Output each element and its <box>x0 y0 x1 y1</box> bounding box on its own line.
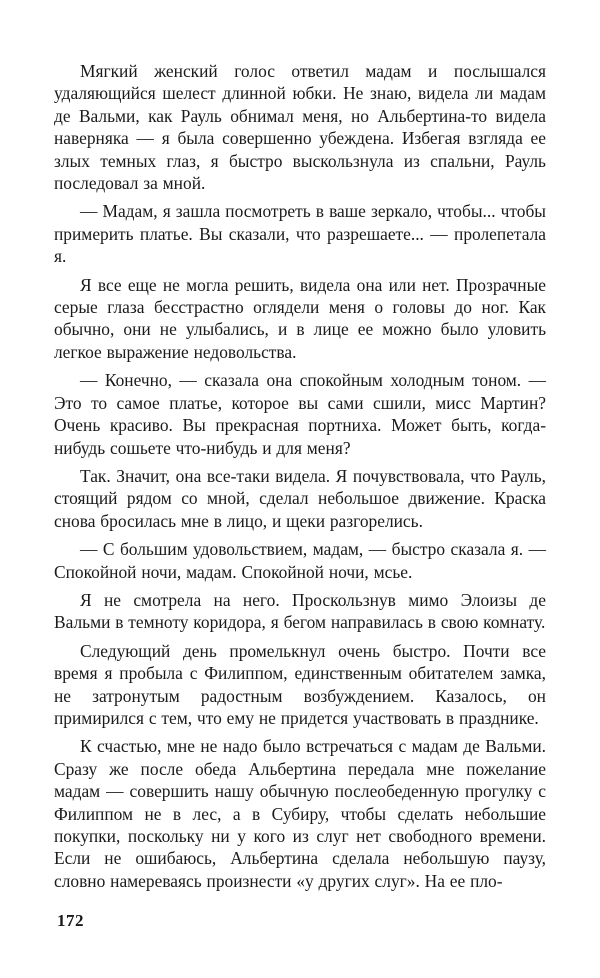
paragraph-7: Я не смотрела на него. Проскользнув мимо Элоизы де Вальми в темноту коридора, я бегом направилась в свою комнату. <box>54 589 546 633</box>
paragraph-4: — Конечно, — сказала она спокойным холодным тоном. — Это то самое платье, которое вы сами сшили, мисс Мартин? Очень красиво. Вы прекрасная портниха. Может быть, когда-нибудь сошьете что-нибудь и для меня? <box>54 370 546 458</box>
page-text-body <box>54 60 546 898</box>
paragraph-2: — Мадам, я зашла посмотреть в ваше зеркало, чтобы... чтобы примерить платье. Вы сказали, что разрешаете... — пролепетала я. <box>54 201 546 267</box>
paragraph-8: Следующий день промелькнул очень быстро. Почти все время я пробыла с Филиппом, единственным обитателем замка, не затронутым радостным возбуждением. Казалось, он примирился с тем, что ему не придется участвовать в празднике. <box>54 640 546 728</box>
paragraph-6: — С большим удовольствием, мадам, — быстро сказала я. — Спокойной ночи, мадам. Спокойной ночи, мсье. <box>54 539 546 582</box>
page-number: 172 <box>57 911 84 930</box>
paragraph-9: К счастью, мне не надо было встречаться с мадам де Вальми. Сразу же после обеда Альбертина передала мне пожелание мадам — совершить нашу обычную послеобеденную прогулку с Филиппом не в лес, а в Субиру, чтобы сделать небольшие покупки, поскольку ни у кого из слуг нет свободного времени. Если не ошибаюсь, Альбертина сделала небольшую паузу, словно намереваясь произнести «у других слуг». На ее пло- <box>54 736 546 891</box>
paragraph-5: Так. Значит, она все-таки видела. Я почувствовала, что Рауль, стоящий рядом со мной, сделал небольшое движение. Краска снова бросилась мне в лицо, и щеки разгорелись. <box>54 465 546 531</box>
paragraph-3: Я все еще не могла решить, видела она или нет. Прозрачные серые глаза бесстрастно оглядели меня о головы до ног. Как обычно, они не улыбались, и в лице ее можно было уловить легкое выражение недовольства. <box>54 274 546 362</box>
paragraph-1: Мягкий женский голос ответил мадам и послышался удаляющийся шелест длинной юбки. Не знаю, видела ли мадам де Вальми, как Рауль обнимал меня, но Альбертина-то видела наверняка — я была совершенно убеждена. Избегая взгляда ее злых темных глаз, я быстро выскользнула из спальни, Рауль последовал за мной. <box>54 61 546 194</box>
